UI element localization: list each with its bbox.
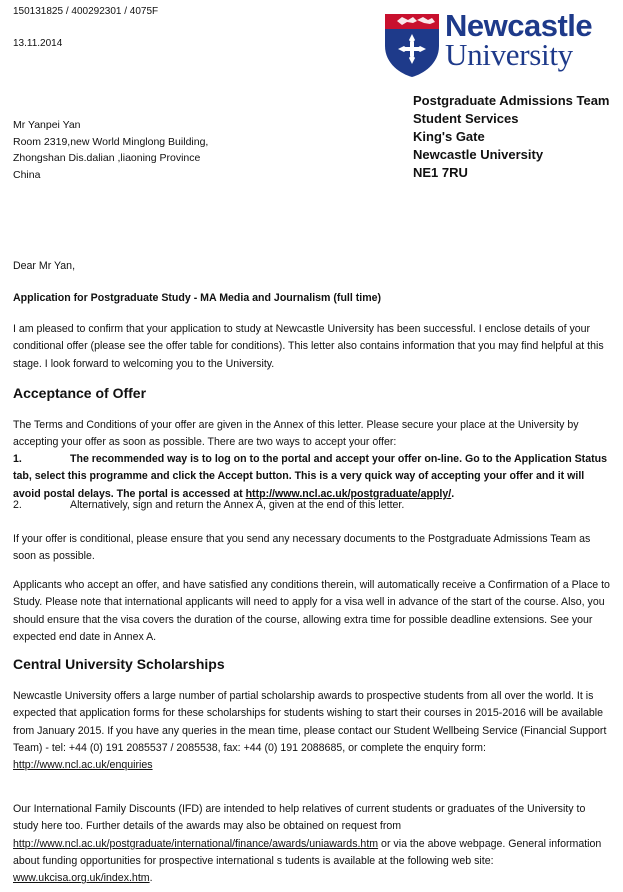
text-line: should ensure that the visa covers the duration of the course, allowing extra time for possible deadline extensions. See your xyxy=(13,613,593,626)
recipient-line: Mr Yanpei Yan xyxy=(13,119,81,131)
sender-address xyxy=(413,92,610,182)
logo-wordmark-newcastle: Newcastle xyxy=(445,8,593,43)
sender-line: Newcastle University xyxy=(413,147,544,162)
text-line: tab, select this programme and click the Accept button. This is a very quick way of accepting your offer and it will xyxy=(13,470,585,483)
recipient-line: Room 2319,new World Minglong Building, xyxy=(13,135,209,148)
text-line: Applicants who accept an offer, and have satisfied any conditions therein, will automatically receive a Confirmation of a Place to xyxy=(13,579,610,591)
ukcisa-link[interactable]: www.ukcisa.org.uk/index.htm xyxy=(13,872,150,885)
text-line: expected end date in Annex A. xyxy=(13,630,157,643)
text-fragment: or via the above webpage. General information xyxy=(378,837,602,850)
list-number: 1. xyxy=(13,453,22,465)
text-line: Alternatively, sign and return the Annex A, given at the end of this letter. xyxy=(70,499,405,511)
scholarships-heading: Central University Scholarships xyxy=(13,656,225,672)
enquiries-link[interactable]: http://www.ncl.ac.uk/enquiries xyxy=(13,759,153,772)
sender-line: King's Gate xyxy=(413,129,485,144)
text-fragment: . xyxy=(149,872,153,885)
recipient-address xyxy=(13,117,208,183)
text-line: expected that application forms for these scholarships for students wishing to start their courses in 2015-2016 will be available xyxy=(13,707,604,720)
text-line xyxy=(13,836,613,853)
text-line: I am pleased to confirm that your application to study at Newcastle University has been successful. I enclose details of your xyxy=(13,323,591,335)
terms-paragraph xyxy=(13,417,613,452)
text-line: conditional offer (please see the offer table for conditions). This letter also contains information that you may find helpful at this xyxy=(13,340,604,353)
conditional-paragraph xyxy=(13,531,613,566)
text-line: The recommended way is to log on to the portal and accept your offer on-line. Go to the Application Status xyxy=(70,453,607,465)
text-line xyxy=(13,757,613,774)
text-fragment: avoid postal delays. The portal is accessed at xyxy=(13,487,246,500)
recipient-line: China xyxy=(13,168,41,181)
text-line: Study. Please note that international applicants will need to apply for a visa well in advance of the start of the course. Also, you xyxy=(13,596,605,609)
ifd-paragraph xyxy=(13,801,613,887)
list-item xyxy=(13,451,613,468)
scholarships-paragraph xyxy=(13,688,613,774)
text-line: Newcastle University offers a large number of partial scholarship awards to prospective students from all over the world. It is xyxy=(13,690,594,702)
text-line: about funding opportunities for prospective international s tudents is available at the following web site: xyxy=(13,854,494,867)
acceptance-option-2 xyxy=(13,497,613,514)
acceptance-heading: Acceptance of Offer xyxy=(13,385,147,401)
reference-number: 150131825 / 400292301 / 4075F xyxy=(13,6,159,17)
text-line: accepting your offer as soon as possible. There are two ways to accept your offer: xyxy=(13,436,397,449)
subject-line: Application for Postgraduate Study - MA Media and Journalism (full time) xyxy=(13,292,382,304)
text-line xyxy=(13,870,613,887)
visa-paragraph xyxy=(13,577,613,646)
list-item xyxy=(13,497,613,514)
letter-date: 13.11.2014 xyxy=(13,38,63,49)
salutation: Dear Mr Yan, xyxy=(13,260,76,272)
intro-paragraph xyxy=(13,321,613,373)
sender-line: Postgraduate Admissions Team xyxy=(413,93,610,108)
text-line: study here too. Further details of the awards may also be obtained on request from xyxy=(13,820,402,833)
text-line: from January 2015. If you have any queries in the mean time, please contact our Student Wellbeing Service (Financial Support xyxy=(13,724,607,737)
logo-wordmark-university: University xyxy=(445,37,573,72)
uniawards-link[interactable]: http://www.ncl.ac.uk/postgraduate/international/finance/awards/uniawards.htm xyxy=(13,837,379,850)
portal-link[interactable]: http://www.ncl.ac.uk/postgraduate/apply/ xyxy=(245,487,452,500)
text-line: stage. I look forward to welcoming you to the University. xyxy=(13,357,275,370)
text-line: Our International Family Discounts (IFD) are intended to help relatives of current students or graduates of the University to xyxy=(13,803,586,815)
acceptance-option-1 xyxy=(13,451,613,503)
sender-line: NE1 7RU xyxy=(413,165,468,180)
text-line: The Terms and Conditions of your offer are given in the Annex of this letter. Please secure your place at the University by xyxy=(13,419,579,431)
list-number: 2. xyxy=(13,499,22,511)
sender-line: Student Services xyxy=(413,111,519,126)
recipient-line: Zhongshan Dis.dalian ,liaoning Province xyxy=(13,152,201,164)
text-fragment: . xyxy=(451,487,455,500)
text-line: soon as possible. xyxy=(13,550,95,563)
university-shield-icon xyxy=(383,12,441,78)
text-line: Team) - tel: +44 (0) 191 2085537 / 2085538, fax: +44 (0) 191 2088685, or complete the enquiry form: xyxy=(13,741,486,754)
text-line: If your offer is conditional, please ensure that you send any necessary documents to the Postgraduate Admissions Team as xyxy=(13,533,591,545)
university-logo xyxy=(383,8,613,82)
